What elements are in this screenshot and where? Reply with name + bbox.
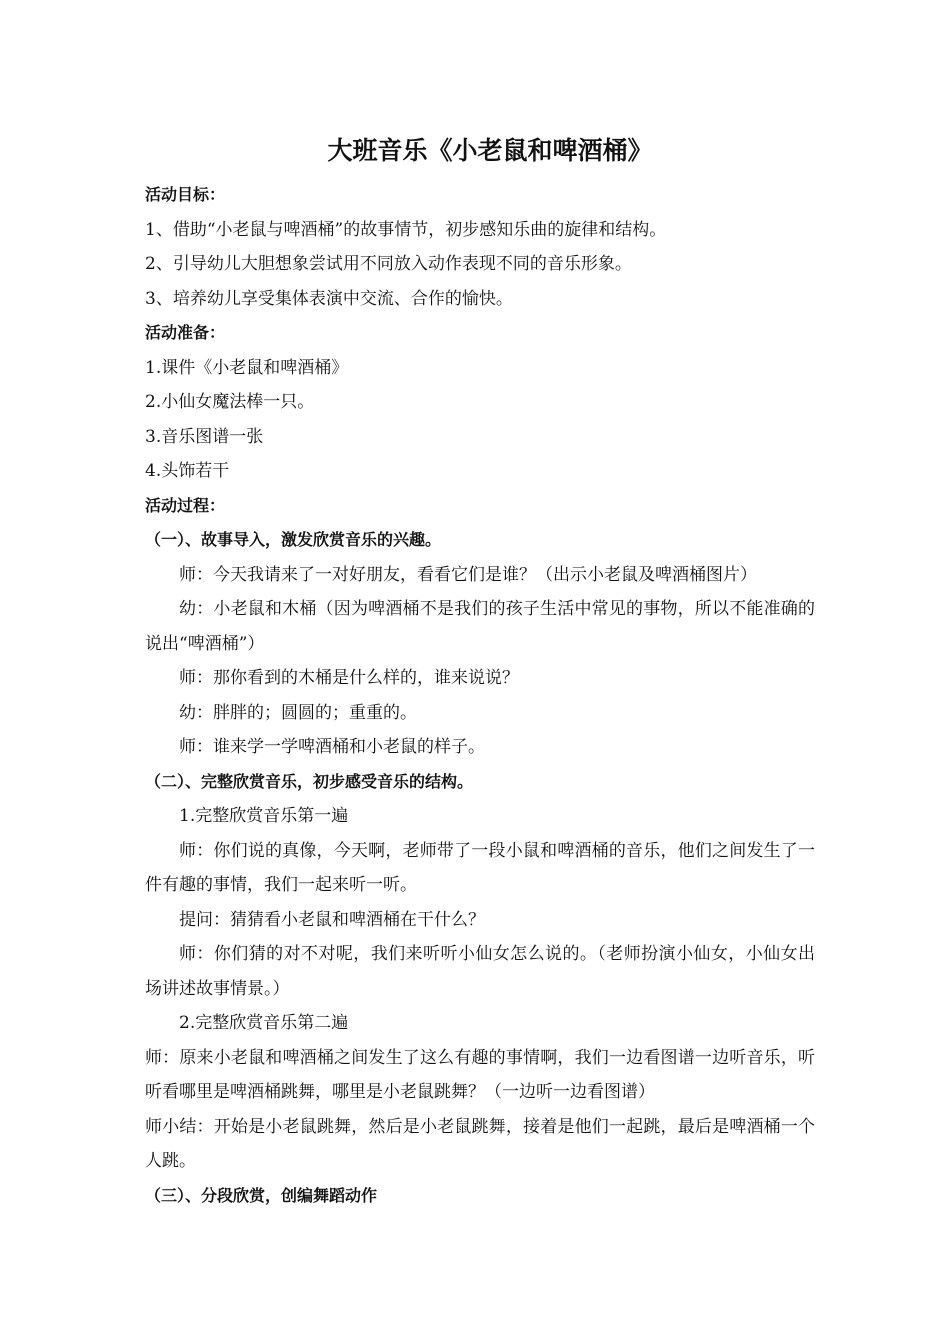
prep-item: 1.课件《小老鼠和啤酒桶》 — [145, 357, 349, 378]
dialogue-line: 师小结：开始是小老鼠跳舞，然后是小老鼠跳舞，接着是他们一起跳，最后是啤酒桶一个人跳。 — [145, 1116, 815, 1171]
dialogue-line: 师：今天我请来了一对好朋友，看看它们是谁？（出示小老鼠及啤酒桶图片） — [179, 564, 757, 585]
process-heading: 活动过程： — [145, 495, 226, 515]
goals-heading: 活动目标： — [145, 185, 226, 204]
section-2-heading: （二）、完整欣赏音乐，初步感受音乐的结构。 — [145, 771, 474, 791]
dialogue-line: 幼：小老鼠和木桶（因为啤酒桶不是我们的孩子生活中常见的事物，所以不能准确的说出“啤酒桶”） — [145, 599, 815, 654]
document-body — [145, 134, 815, 1213]
prep-item: 2.小仙女魔法棒一只。 — [145, 392, 315, 412]
sub-step: 2.完整欣赏音乐第二遍 — [179, 1013, 349, 1033]
prep-item: 3.音乐图谱一张 — [145, 426, 264, 447]
prep-item: 4.头饰若干 — [145, 461, 230, 481]
goal-item: 3、培养幼儿享受集体表演中交流、合作的愉快。 — [145, 288, 513, 309]
dialogue-line: 师：你们说的真像，今天啊，老师带了一段小鼠和啤酒桶的音乐，他们之间发生了一件有趣的事情，我们一起来听一听。 — [145, 840, 815, 895]
dialogue-line: 师：谁来学一学啤酒桶和小老鼠的样子。 — [179, 737, 485, 757]
section-1-heading: （一）、故事导入，激发欣赏音乐的兴趣。 — [145, 530, 442, 549]
dialogue-line: 师：你们猜的对不对呢，我们来听听小仙女怎么说的。（老师扮演小仙女，小仙女出场讲述故事情景。） — [145, 944, 815, 999]
dialogue-line: 提问：猜猜看小老鼠和啤酒桶在干什么？ — [179, 909, 485, 930]
dialogue-line: 师：原来小老鼠和啤酒桶之间发生了这么有趣的事情啊，我们一边看图谱一边听音乐，听听看哪里是啤酒桶跳舞，哪里是小老鼠跳舞？（一边听一边看图谱） — [145, 1047, 815, 1102]
goal-item: 1、借助“小老鼠与啤酒桶”的故事情节，初步感知乐曲的旋律和结构。 — [145, 219, 667, 240]
dialogue-line: 幼：胖胖的；圆圆的；重重的。 — [179, 702, 417, 723]
goal-item: 2、引导幼儿大胆想象尝试用不同放入动作表现不同的音乐形象。 — [145, 254, 632, 274]
sub-step: 1.完整欣赏音乐第一遍 — [179, 806, 349, 826]
section-3-heading: （三）、分段欣赏，创编舞蹈动作 — [145, 1185, 378, 1205]
prep-heading: 活动准备： — [145, 323, 226, 342]
dialogue-line: 师：那你看到的木桶是什么样的，谁来说说？ — [179, 668, 519, 688]
document-title: 大班音乐《小老鼠和啤酒桶》 — [327, 136, 653, 165]
